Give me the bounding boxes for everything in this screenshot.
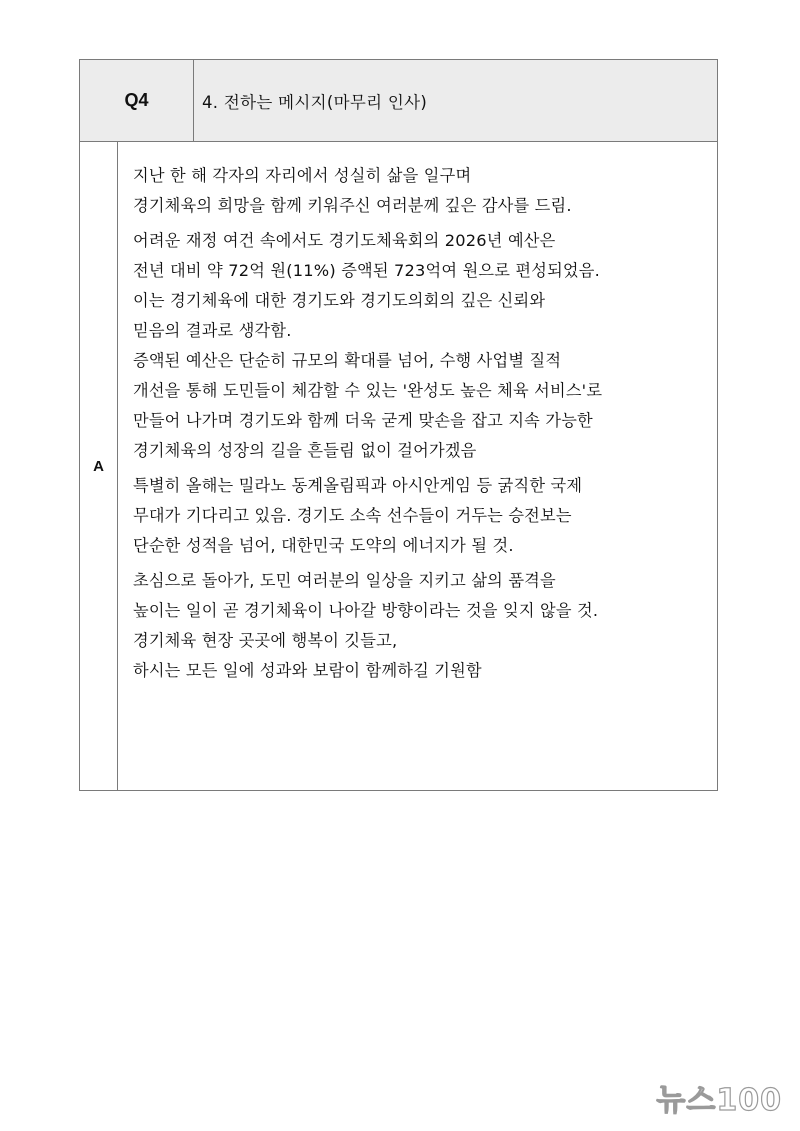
answer-line: 단순한 성적을 넘어, 대한민국 도약의 에너지가 될 것. xyxy=(133,536,514,555)
answer-paragraph xyxy=(133,471,717,561)
qa-table xyxy=(79,59,718,791)
news100-watermark-logo: 뉴스100 xyxy=(656,1083,782,1118)
answer-line: 지난 한 해 각자의 자리에서 성실히 삶을 일구며 xyxy=(133,166,472,185)
answer-line: 초심으로 돌아가, 도민 여러분의 일상을 지키고 삶의 품격을 xyxy=(133,571,556,590)
answer-line: 믿음의 결과로 생각함. xyxy=(133,321,292,340)
answer-line: 이는 경기체육에 대한 경기도와 경기도의회의 깊은 신뢰와 xyxy=(133,291,546,310)
answer-line: 개선을 통해 도민들이 체감할 수 있는 '완성도 높은 체육 서비스'로 xyxy=(133,381,603,400)
answer-line: 경기체육의 희망을 함께 키워주신 여러분께 깊은 감사를 드림. xyxy=(133,196,572,215)
answer-line: 증액된 예산은 단순히 규모의 확대를 넘어, 수행 사업별 질적 xyxy=(133,351,562,370)
answer-row xyxy=(80,142,717,790)
answer-line: 하시는 모든 일에 성과와 보람이 함께하길 기원함 xyxy=(133,661,482,680)
answer-paragraph xyxy=(133,226,717,466)
answer-paragraph xyxy=(133,161,717,221)
question-label: Q4 xyxy=(80,60,194,141)
answer-label: A xyxy=(80,142,118,790)
answer-paragraph xyxy=(133,566,717,686)
answer-line: 높이는 일이 곧 경기체육이 나아갈 방향이라는 것을 잊지 않을 것. xyxy=(133,601,599,620)
answer-line: 경기체육의 성장의 길을 흔들림 없이 걸어가겠음 xyxy=(133,441,477,460)
answer-line: 전년 대비 약 72억 원(11%) 증액된 723억여 원으로 편성되었음. xyxy=(133,261,600,280)
answer-line: 만들어 나가며 경기도와 함께 더욱 굳게 맞손을 잡고 지속 가능한 xyxy=(133,411,593,430)
answer-body xyxy=(118,142,717,790)
answer-line: 경기체육 현장 곳곳에 행복이 깃들고, xyxy=(133,631,398,650)
answer-line: 무대가 기다리고 있음. 경기도 소속 선수들이 거두는 승전보는 xyxy=(133,506,572,525)
answer-line: 어려운 재정 여건 속에서도 경기도체육회의 2026년 예산은 xyxy=(133,231,556,250)
question-text: 4. 전하는 메시지(마무리 인사) xyxy=(202,92,428,112)
answer-line: 특별히 올해는 밀라노 동계올림픽과 아시안게임 등 굵직한 국제 xyxy=(133,476,583,495)
question-row xyxy=(80,60,717,142)
